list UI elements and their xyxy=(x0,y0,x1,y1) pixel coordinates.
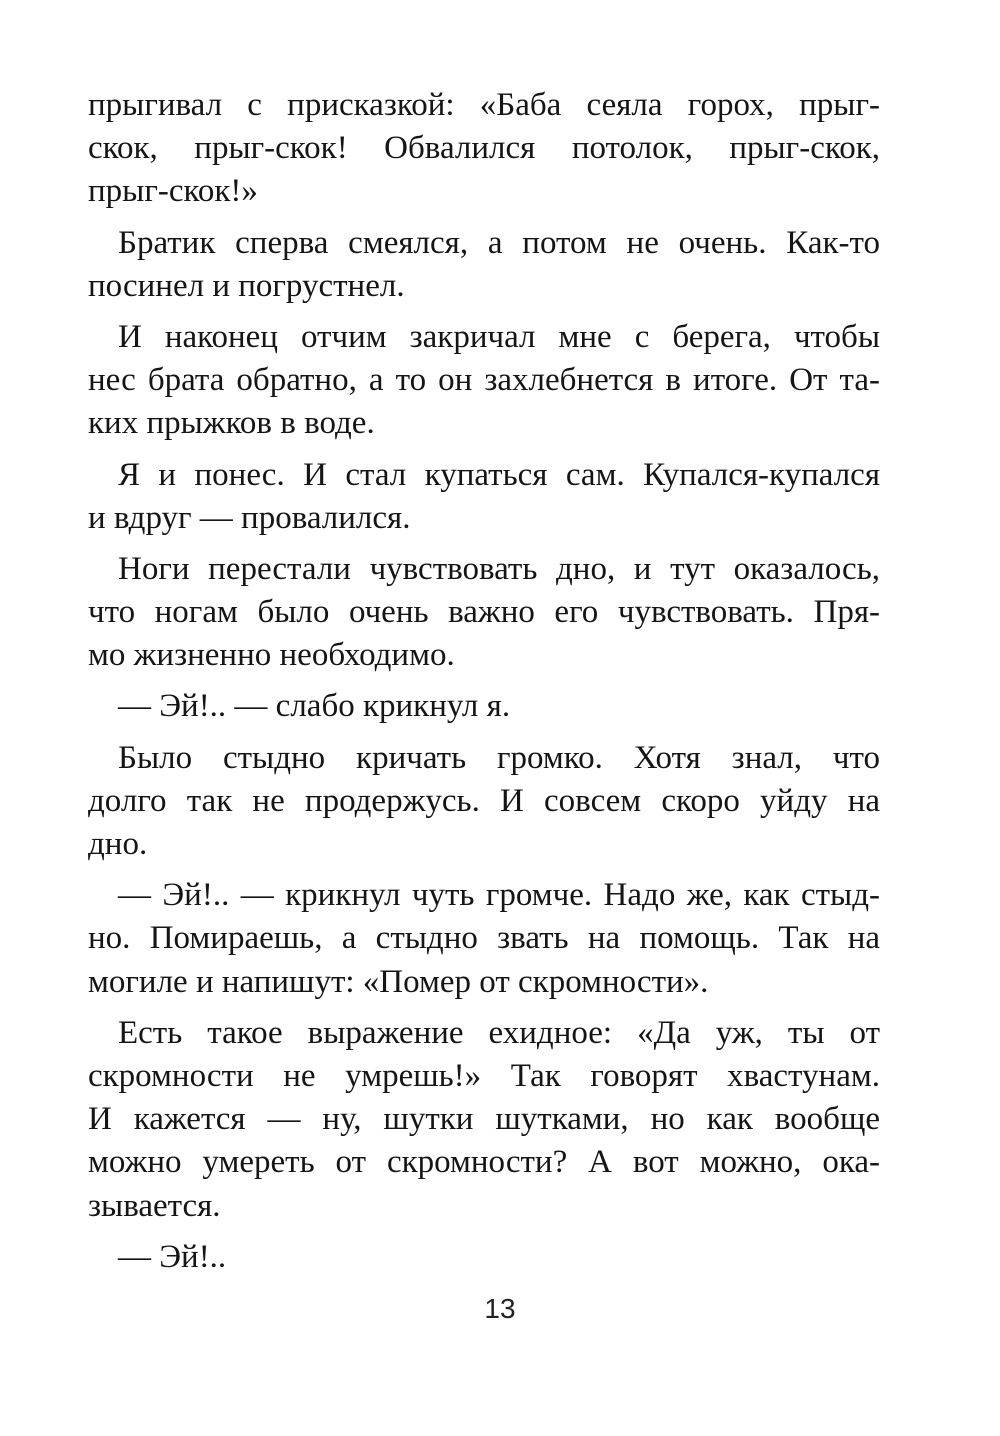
text-line: — Эй!.. — крикнул чуть громче. Надо же, как стыд- xyxy=(118,877,880,914)
paragraph-gap xyxy=(88,866,880,874)
text-line: зывается. xyxy=(88,1187,221,1224)
text-line: и вдруг — провалился. xyxy=(88,499,411,536)
text-line: долго так не продержусь. И совсем скоро уйду на xyxy=(88,782,880,819)
paragraph-gap xyxy=(88,308,880,316)
paragraph-gap xyxy=(88,214,880,222)
text-line: прыгивал с присказкой: «Баба сеяла горох, прыг- xyxy=(88,87,880,123)
text-line: — Эй!.. xyxy=(118,1238,227,1275)
text-line: посинел и погрустнел. xyxy=(88,267,405,304)
paragraph xyxy=(88,1012,880,1228)
text-line: нес брата обратно, а то он захлебнется в итоге. От та- xyxy=(88,362,880,399)
paragraph xyxy=(88,737,880,867)
text-line: Было стыдно кричать громко. Хотя знал, что xyxy=(118,739,880,776)
page-number: 13 xyxy=(484,1293,516,1324)
paragraph xyxy=(88,84,880,214)
text-line: ких прыжков в воде. xyxy=(88,405,375,442)
text-line: могиле и напишут: «Помер от скромности». xyxy=(88,963,709,1000)
text-line: Я и понес. И стал купаться сам. Купался-купался xyxy=(118,456,880,493)
paragraph xyxy=(88,1236,880,1279)
page-body-text xyxy=(88,84,880,1279)
text-line: но. Помираешь, а стыдно звать на помощь. Так на xyxy=(88,920,880,957)
text-line: дно. xyxy=(88,826,148,862)
paragraph-gap xyxy=(88,540,880,548)
text-line: мо жизненно необходимо. xyxy=(88,637,455,674)
paragraph-gap xyxy=(88,446,880,454)
text-line: Ноги перестали чувствовать дно, и тут оказалось, xyxy=(118,550,880,587)
text-line: что ногам было очень важно его чувствовать. Пря- xyxy=(88,594,880,631)
text-line: можно умереть от скромности? А вот можно, ока- xyxy=(88,1144,880,1181)
text-line: скромности не умрешь!» Так говорят хвастунам. xyxy=(88,1057,880,1094)
paragraph-gap xyxy=(88,677,880,685)
paragraph xyxy=(88,874,880,1004)
paragraph xyxy=(88,316,880,446)
paragraph xyxy=(88,454,880,540)
paragraph-gap xyxy=(88,1228,880,1236)
text-line: скок, прыг-скок! Обвалился потолок, прыг-скок, xyxy=(88,130,880,167)
text-line: И кажется — ну, шутки шутками, но как вообще xyxy=(88,1101,880,1138)
paragraph-gap xyxy=(88,1004,880,1012)
text-line: И наконец отчим закричал мне с берега, чтобы xyxy=(118,318,880,355)
text-line: — Эй!.. — слабо крикнул я. xyxy=(118,688,511,725)
text-line: прыг-скок!» xyxy=(88,173,258,210)
paragraph xyxy=(88,222,880,308)
paragraph xyxy=(88,548,880,678)
text-line: Есть такое выражение ехидное: «Да уж, ты от xyxy=(118,1014,880,1051)
text-line: Братик сперва смеялся, а потом не очень. Как-то xyxy=(118,224,880,261)
paragraph xyxy=(88,685,880,728)
paragraph-gap xyxy=(88,729,880,737)
